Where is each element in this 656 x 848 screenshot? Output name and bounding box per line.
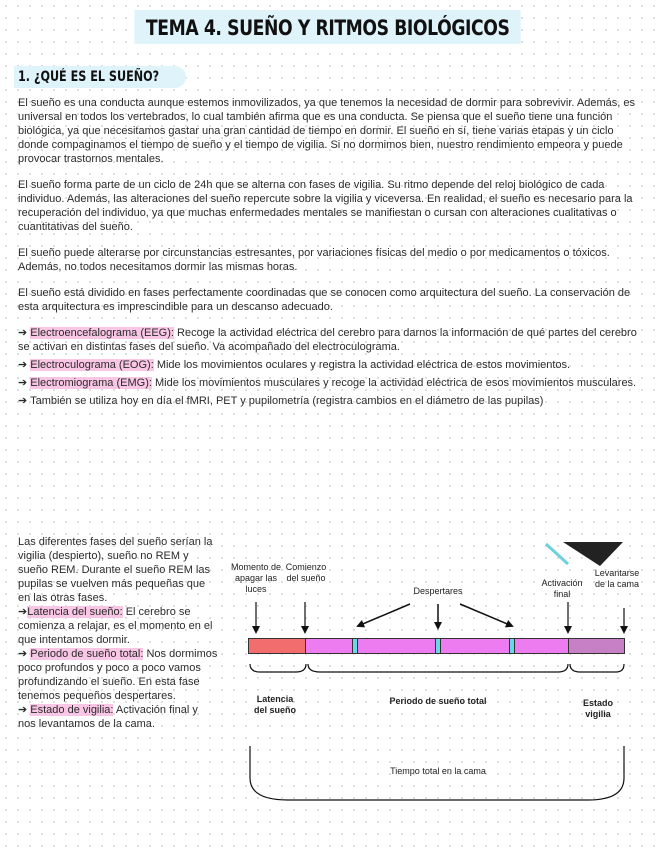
phase-total-sleep: [18, 647, 218, 703]
bullet-other: [18, 394, 638, 408]
label-final-activation: Activación final: [541, 578, 583, 599]
brace-latency: [250, 664, 306, 672]
label-total-time: Tiempo total en la cama: [390, 766, 486, 776]
arrow-icon: ➔: [18, 377, 28, 389]
phase-latency: [18, 605, 218, 647]
phase-text: Activación final y nos levantamos de la cama.: [18, 704, 198, 730]
bullet-term: Electromiograma (EMG):: [30, 377, 152, 389]
bar-wake: [568, 638, 625, 654]
arrow-icon: ➔: [18, 704, 28, 716]
section-heading: 1. ¿QUÉ ES EL SUEÑO?: [18, 69, 160, 85]
section-heading-box: [14, 66, 186, 88]
corner-sketch-line: [546, 544, 568, 564]
bullet-term: Electroculograma (EOG):: [30, 359, 154, 371]
phase-text: Nos dormimos poco profundos y poco a poco vamos profundizando el sueño. En esta fase tenemos pequeños despertares.: [18, 648, 218, 702]
corner-sketch: [563, 542, 623, 566]
main-text: [18, 96, 638, 412]
bullet-text: Mide los movimientos oculares y registra la actividad eléctrica de estos movimientos.: [153, 359, 571, 371]
phase-text: El cerebro se comienza a relajar, es el momento en el que intentamos dormir.: [18, 606, 213, 646]
bar-awakening-1: [352, 638, 358, 654]
brace-wake: [570, 664, 624, 672]
brace-total-sleep: [308, 664, 568, 672]
arrow-icon: ➔: [18, 606, 28, 618]
bullet-eeg: [18, 326, 638, 354]
sleep-architecture-diagram: [228, 540, 640, 840]
label-wake-state: Estado vigilia: [582, 698, 613, 719]
label-lights-off: Momento de apagar las luces: [230, 562, 282, 594]
bullet-term: Electroencefalograma (EEG):: [30, 327, 174, 339]
paragraph: El sueño está dividido en fases perfectamente coordinadas que se conocen como arquitectura del sueño. La conservación de esta arquitectura es imprescindible para un descanso adecuado.: [18, 287, 631, 313]
bullet-text: Mide los movimientos musculares y recoge la actividad eléctrica de esos movimientos musculares.: [151, 377, 637, 389]
bar-awakening-3: [509, 638, 515, 654]
bullet-eog: [18, 358, 638, 372]
arrow-icon: ➔: [18, 359, 28, 371]
label-sleep-start: Comienzo del sueño: [285, 562, 327, 583]
bullet-emg: [18, 376, 638, 390]
bullet-text: Recoge la actividad eléctrica del cerebro para darnos la información de qué partes del cerebro se activan en distintas fases del sueño. Va acompañado del electroculograma.: [18, 327, 637, 353]
arrow-icon: ➔: [18, 648, 28, 660]
label-awakenings: Despertares: [413, 586, 463, 596]
label-latency: Latencia del sueño: [253, 694, 296, 715]
paragraph: El sueño puede alterarse por circunstancias estresantes, por variaciones físicas del medio o por medicamentos o tóxicos. Además, no todos necesitamos dormir las mismas horas.: [18, 247, 610, 273]
phase-term: Latencia del sueño:: [27, 606, 123, 618]
page-title: TEMA 4. SUEÑO Y RITMOS BIOLÓGICOS: [135, 10, 522, 44]
bullet-text: También se utiliza hoy en día el fMRI, PET y pupilometría (registra cambios en el diámetro de las pupilas): [27, 395, 544, 407]
arrow-awakening-3: [460, 604, 512, 626]
paragraph: El sueño forma parte de un ciclo de 24h que se alterna con fases de vigilia. Su ritmo depende del reloj biológico de cada individuo. Además, las alteraciones del sueño repercute sobre la vigilia y viceversa. En realidad, el sueño es necesario para la recuperación del individuo, ya que muchas enfermedades mentales se manifiestan o cursan con alteraciones cualitativas o cuantitativas del sueño.: [18, 179, 633, 233]
label-total-sleep: Periodo de sueño total: [389, 696, 487, 706]
bar-awakening-2: [435, 638, 441, 654]
paragraph: El sueño es una conducta aunque estemos inmovilizados, ya que tenemos la necesidad de dormir para sobrevivir. Además, es universal en todos los vertebrados, lo cual también afirma que es una conducta. Se piensa que el sueño tiene una función biológica, ya que necesitamos gastar una gran cantidad de tiempo en dormir. El sueño en sí, tiene varias etapas y un ciclo donde compaginamos el tiempo de sueño y el tiempo de vigilia. Si no dormimos bien, nuestro rendimiento empeora y puede provocar trastornos mentales.: [18, 97, 635, 165]
phases-intro: Las diferentes fases del sueño serían la vigilia (despierto), sueño no REM y sueño REM. Durante el sueño REM las pupilas se vuelven más pequeñas que en las otras fases.: [18, 536, 213, 604]
arrow-icon: ➔: [18, 327, 28, 339]
arrow-icon: ➔: [18, 395, 28, 407]
phase-term: Estado de vigilia:: [30, 704, 114, 716]
phase-term: Periodo de sueño total:: [30, 648, 144, 660]
label-get-up: Levantarse de la cama: [594, 568, 640, 589]
phases-text: [18, 535, 218, 731]
arrow-awakening-1: [358, 604, 410, 626]
phase-wake: [18, 703, 218, 731]
bar-latency: [248, 638, 306, 654]
